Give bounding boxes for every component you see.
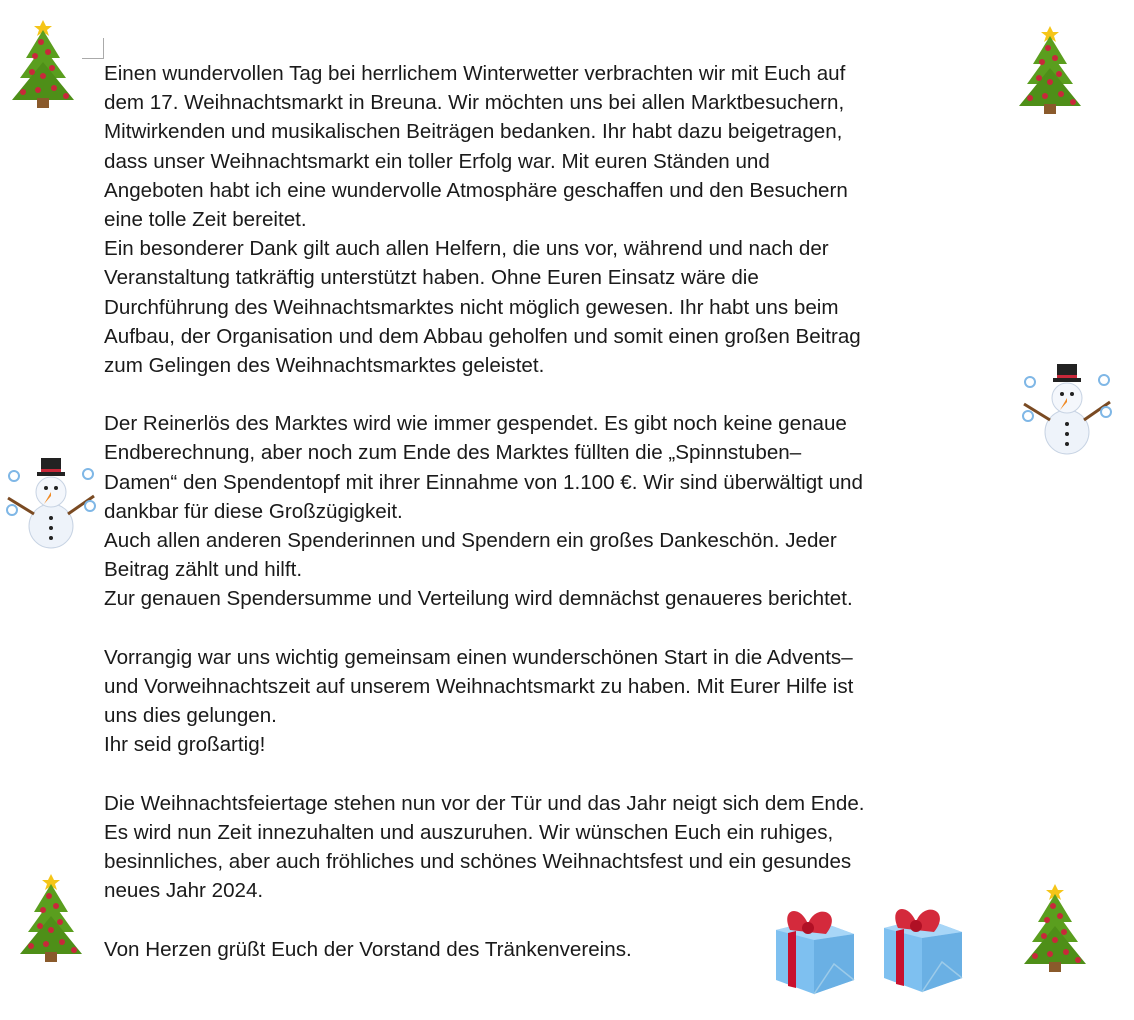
blank-line <box>104 380 865 409</box>
gift-icon <box>770 900 860 996</box>
text-line: Zur genauen Spendersumme und Verteilung wird demnächst genaueres berichtet. <box>104 587 853 611</box>
christmas-tree-icon <box>16 870 86 966</box>
text-line: Mitwirkenden und musikalischen Beiträgen bedanken. Ihr habt dazu beigetragen, <box>104 120 843 144</box>
text-line: dankbar für diese Großzügigkeit. <box>104 499 403 523</box>
text-line: und Vorweihnachtszeit auf unserem Weihnachtsmarkt zu haben. Mit Eurer Hilfe ist <box>104 674 854 698</box>
text-line: dem 17. Weihnachtsmarkt in Breuna. Wir möchten uns bei allen Marktbesuchern, <box>104 91 845 115</box>
christmas-tree-icon <box>1015 22 1085 118</box>
snowman-icon <box>4 454 98 552</box>
gift-icon <box>878 898 968 994</box>
text-line: Angeboten habt ich eine wundervolle Atmosphäre geschaffen und den Besuchern <box>104 178 848 202</box>
text-line: Die Weihnachtsfeiertage stehen nun vor der Tür und das Jahr neigt sich dem Ende. <box>104 791 865 815</box>
christmas-tree-icon <box>1020 880 1090 976</box>
text-line: Einen wundervollen Tag bei herrlichem Winterwetter verbrachten wir mit Euch auf <box>104 62 846 85</box>
text-line: Auch allen anderen Spenderinnen und Spendern ein großes Dankeschön. Jeder <box>104 529 837 552</box>
text-line: neues Jahr 2024. <box>104 879 264 903</box>
text-line: uns dies gelungen. <box>104 704 277 728</box>
text-line: Vorrangig war uns wichtig gemeinsam einen wunderschönen Start in die Advents– <box>104 645 853 669</box>
text-line: Ein besonderer Dank gilt auch allen Helfern, die uns vor, während und nach der <box>104 237 829 261</box>
text-line: Aufbau, der Organisation und dem Abbau geholfen und somit einen großen Beitrag <box>104 324 861 348</box>
text-line: Endberechnung, aber noch zum Ende des Marktes füllten die „Spinnstuben– <box>104 441 802 465</box>
text-line: Von Herzen grüßt Euch der Vorstand des Tränkenvereins. <box>104 937 632 961</box>
text-boundary-mark <box>82 38 104 59</box>
text-line: Ihr seid großartig! <box>104 733 266 757</box>
blank-line <box>104 614 865 643</box>
text-line: Veranstaltung tatkräftig unterstützt haben. Ohne Euren Einsatz wäre die <box>104 266 759 290</box>
text-line: dass unser Weihnachtsmarkt ein toller Erfolg war. Mit euren Ständen und <box>104 149 770 173</box>
snowman-icon <box>1020 360 1114 458</box>
blank-line <box>104 905 865 934</box>
text-line: Damen“ den Spendentopf mit ihrer Einnahme von 1.100 €. Wir sind überwältigt und <box>104 470 863 494</box>
text-line: Durchführung des Weihnachtsmarktes nicht möglich gewesen. Ihr habt uns beim <box>104 295 839 319</box>
text-line: Der Reinerlös des Marktes wird wie immer gespendet. Es gibt noch keine genaue <box>104 412 847 436</box>
document-body <box>104 59 865 964</box>
text-line: Es wird nun Zeit innezuhalten und auszuruhen. Wir wünschen Euch ein ruhiges, <box>104 820 834 844</box>
text-line: eine tolle Zeit bereitet. <box>104 207 307 231</box>
text-line: Beitrag zählt und hilft. <box>104 558 303 582</box>
text-line: zum Gelingen des Weihnachtsmarktes geleistet. <box>104 353 545 377</box>
christmas-tree-icon <box>8 16 78 112</box>
blank-line <box>104 760 865 789</box>
text-line: besinnliches, aber auch fröhliches und schönes Weihnachtsfest und ein gesundes <box>104 850 852 874</box>
